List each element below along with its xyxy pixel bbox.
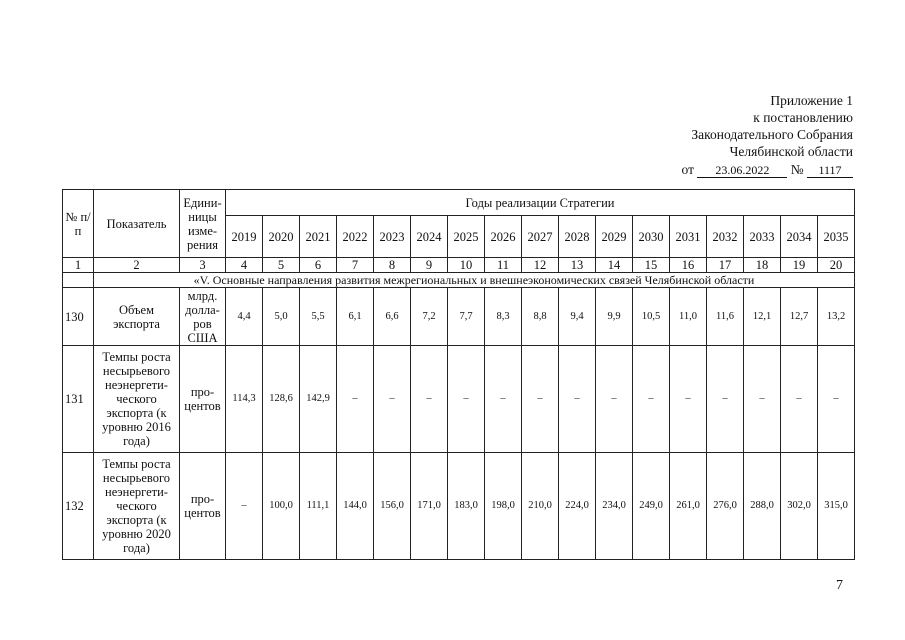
value-cell: 13,2 bbox=[818, 288, 855, 346]
table-body bbox=[63, 190, 855, 560]
value-cell: – bbox=[707, 346, 744, 453]
from-label: от bbox=[681, 162, 694, 177]
section-spacer bbox=[63, 273, 94, 288]
value-cell: 128,6 bbox=[263, 346, 300, 453]
column-number-cell: 3 bbox=[180, 258, 226, 273]
column-number-cell: 4 bbox=[226, 258, 263, 273]
value-cell: 114,3 bbox=[226, 346, 263, 453]
year-cell: 2023 bbox=[374, 216, 411, 258]
value-cell: 198,0 bbox=[485, 453, 522, 560]
column-number-cell: 6 bbox=[300, 258, 337, 273]
row-indicator: Темпы роста несырьевого неэнергети-ческого экспорта (к уровню 2016 года) bbox=[94, 346, 180, 453]
section-title: «V. Основные направления развития межрегиональных и внешнеэкономических связей Челябинской области bbox=[94, 273, 855, 288]
value-cell: – bbox=[485, 346, 522, 453]
value-cell: 315,0 bbox=[818, 453, 855, 560]
value-cell: 9,9 bbox=[596, 288, 633, 346]
column-number-cell: 20 bbox=[818, 258, 855, 273]
value-cell: 9,4 bbox=[559, 288, 596, 346]
value-cell: 7,2 bbox=[411, 288, 448, 346]
value-cell: 12,7 bbox=[781, 288, 818, 346]
year-cell: 2031 bbox=[670, 216, 707, 258]
date-number-line bbox=[682, 161, 854, 178]
row-unit: млрд. долла-ров США bbox=[180, 288, 226, 346]
value-cell: 249,0 bbox=[633, 453, 670, 560]
value-cell: 171,0 bbox=[411, 453, 448, 560]
value-cell: 11,6 bbox=[707, 288, 744, 346]
value-cell: – bbox=[781, 346, 818, 453]
year-cell: 2025 bbox=[448, 216, 485, 258]
value-cell: – bbox=[337, 346, 374, 453]
value-cell: – bbox=[448, 346, 485, 453]
value-cell: 8,8 bbox=[522, 288, 559, 346]
value-cell: – bbox=[374, 346, 411, 453]
year-cell: 2019 bbox=[226, 216, 263, 258]
year-cell: 2035 bbox=[818, 216, 855, 258]
year-cell: 2021 bbox=[300, 216, 337, 258]
row-indicator: Темпы роста несырьевого неэнергети-ческого экспорта (к уровню 2020 года) bbox=[94, 453, 180, 560]
column-number-cell: 15 bbox=[633, 258, 670, 273]
table-row bbox=[63, 288, 855, 346]
value-cell: 5,0 bbox=[263, 288, 300, 346]
row-unit: про-центов bbox=[180, 346, 226, 453]
value-cell: – bbox=[818, 346, 855, 453]
col-unit-header: Едини-ницы изме-рения bbox=[180, 190, 226, 258]
value-cell: 100,0 bbox=[263, 453, 300, 560]
column-number-cell: 7 bbox=[337, 258, 374, 273]
value-cell: 276,0 bbox=[707, 453, 744, 560]
column-numbers-row bbox=[63, 258, 855, 273]
column-number-cell: 14 bbox=[596, 258, 633, 273]
value-cell: – bbox=[633, 346, 670, 453]
section-row bbox=[63, 273, 855, 288]
row-number: 132 bbox=[63, 453, 94, 560]
year-cell: 2022 bbox=[337, 216, 374, 258]
value-cell: 4,4 bbox=[226, 288, 263, 346]
value-cell: – bbox=[226, 453, 263, 560]
table-row bbox=[63, 453, 855, 560]
value-cell: 8,3 bbox=[485, 288, 522, 346]
year-cell: 2029 bbox=[596, 216, 633, 258]
header-line-4: Челябинской области bbox=[729, 144, 853, 159]
value-cell: 111,1 bbox=[300, 453, 337, 560]
row-number: 130 bbox=[63, 288, 94, 346]
value-cell: 142,9 bbox=[300, 346, 337, 453]
value-cell: 261,0 bbox=[670, 453, 707, 560]
value-cell: 5,5 bbox=[300, 288, 337, 346]
column-number-cell: 8 bbox=[374, 258, 411, 273]
document-number: 1117 bbox=[807, 163, 853, 178]
column-number-cell: 9 bbox=[411, 258, 448, 273]
value-cell: 288,0 bbox=[744, 453, 781, 560]
value-cell: 183,0 bbox=[448, 453, 485, 560]
document-date: 23.06.2022 bbox=[697, 163, 787, 178]
col-indicator-header: Показатель bbox=[94, 190, 180, 258]
row-number: 131 bbox=[63, 346, 94, 453]
column-number-cell: 12 bbox=[522, 258, 559, 273]
year-cell: 2033 bbox=[744, 216, 781, 258]
year-cell: 2034 bbox=[781, 216, 818, 258]
appendix-title: Приложение 1 bbox=[770, 93, 853, 108]
value-cell: – bbox=[744, 346, 781, 453]
number-label: № bbox=[790, 162, 804, 177]
value-cell: 156,0 bbox=[374, 453, 411, 560]
row-unit: про-центов bbox=[180, 453, 226, 560]
column-number-cell: 10 bbox=[448, 258, 485, 273]
column-number-cell: 17 bbox=[707, 258, 744, 273]
year-cell: 2028 bbox=[559, 216, 596, 258]
page-number: 7 bbox=[836, 578, 843, 593]
year-cell: 2020 bbox=[263, 216, 300, 258]
value-cell: 6,1 bbox=[337, 288, 374, 346]
column-number-cell: 1 bbox=[63, 258, 94, 273]
value-cell: 6,6 bbox=[374, 288, 411, 346]
column-number-cell: 16 bbox=[670, 258, 707, 273]
year-cell: 2027 bbox=[522, 216, 559, 258]
row-indicator: Объем экспорта bbox=[94, 288, 180, 346]
table-row bbox=[63, 346, 855, 453]
value-cell: – bbox=[522, 346, 559, 453]
column-number-cell: 5 bbox=[263, 258, 300, 273]
value-cell: 7,7 bbox=[448, 288, 485, 346]
years-header: Годы реализации Стратегии bbox=[226, 190, 855, 216]
column-number-cell: 2 bbox=[94, 258, 180, 273]
column-number-cell: 13 bbox=[559, 258, 596, 273]
document-header bbox=[682, 92, 854, 178]
year-cell: 2030 bbox=[633, 216, 670, 258]
col-num-header: № п/п bbox=[63, 190, 94, 258]
value-cell: 144,0 bbox=[337, 453, 374, 560]
value-cell: – bbox=[411, 346, 448, 453]
value-cell: – bbox=[596, 346, 633, 453]
value-cell: 302,0 bbox=[781, 453, 818, 560]
value-cell: 12,1 bbox=[744, 288, 781, 346]
value-cell: 10,5 bbox=[633, 288, 670, 346]
header-line-2: к постановлению bbox=[753, 110, 853, 125]
value-cell: 224,0 bbox=[559, 453, 596, 560]
year-cell: 2026 bbox=[485, 216, 522, 258]
value-cell: – bbox=[559, 346, 596, 453]
value-cell: – bbox=[670, 346, 707, 453]
column-number-cell: 11 bbox=[485, 258, 522, 273]
strategy-table bbox=[62, 189, 855, 560]
year-cell: 2032 bbox=[707, 216, 744, 258]
year-cell: 2024 bbox=[411, 216, 448, 258]
value-cell: 210,0 bbox=[522, 453, 559, 560]
column-number-cell: 19 bbox=[781, 258, 818, 273]
header-line-3: Законодательного Собрания bbox=[691, 127, 853, 142]
value-cell: 234,0 bbox=[596, 453, 633, 560]
header-row bbox=[63, 190, 855, 216]
value-cell: 11,0 bbox=[670, 288, 707, 346]
column-number-cell: 18 bbox=[744, 258, 781, 273]
